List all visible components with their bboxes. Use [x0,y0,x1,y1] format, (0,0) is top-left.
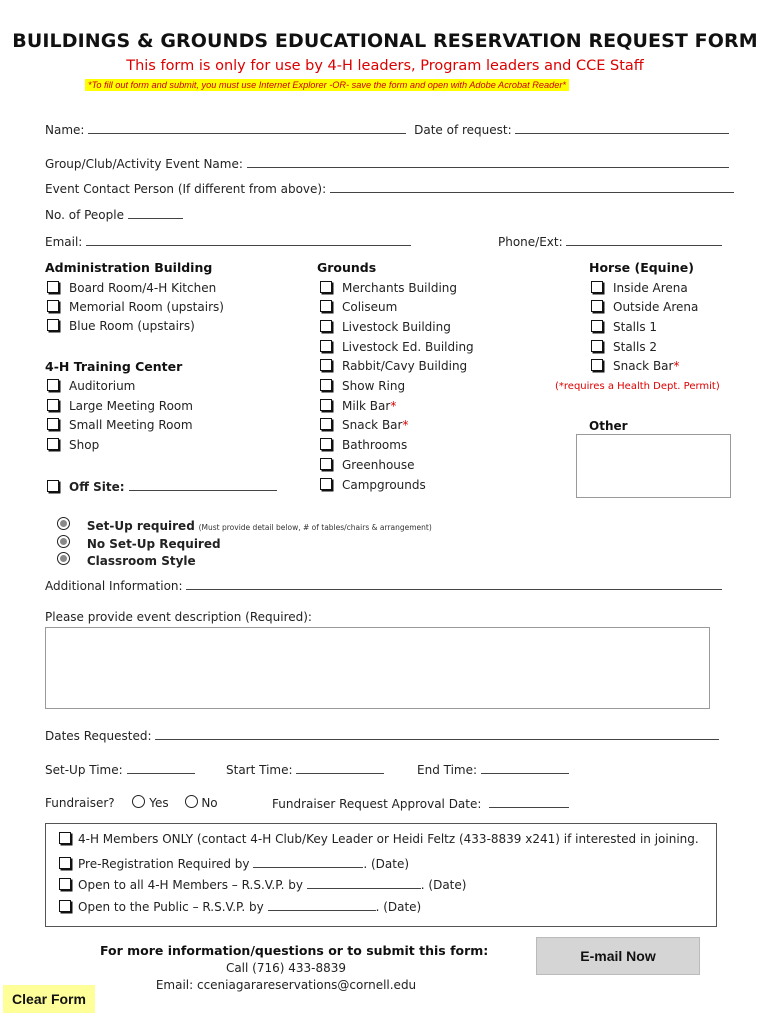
permit-note: (*requires a Health Dept. Permit) [555,381,720,392]
fundraiser-label: Fundraiser? [45,796,115,810]
checkbox-icon[interactable] [320,300,332,312]
contact-label: Event Contact Person (If different from above): [45,182,327,196]
people-row [45,206,183,222]
start-time-row: Start Time: [226,761,384,777]
training-item-small-meeting[interactable]: Small Meeting Room [47,418,193,432]
checkbox-icon[interactable] [320,340,332,352]
dates-row [45,727,719,743]
grounds-item-rabbit[interactable]: Rabbit/Cavy Building [320,359,467,373]
horse-item-outside-arena[interactable]: Outside Arena [591,300,698,314]
grounds-item-snack-bar[interactable]: Snack Bar* [320,418,408,432]
description-label: Please provide event description (Required): [45,610,312,624]
fundraiser-yes[interactable]: Yes [132,796,168,810]
date-of-request-label: Date of request: [414,123,512,137]
radio-icon[interactable] [132,795,145,808]
offsite-label: Off Site: [69,480,125,494]
name-field[interactable] [88,121,406,134]
end-time-field[interactable] [481,761,569,774]
contact-row [45,180,734,196]
checkbox-icon[interactable] [320,379,332,391]
checkbox-icon[interactable] [47,379,59,391]
grounds-item-livestock-ed[interactable]: Livestock Ed. Building [320,340,474,354]
training-item-shop[interactable]: Shop [47,438,99,452]
form-title: BUILDINGS & GROUNDS EDUCATIONAL RESERVATION REQUEST FORM [12,30,758,52]
footer-email: Email: cceniagarareservations@cornell.edu [155,978,417,992]
name-label: Name: [45,123,85,137]
grounds-item-merchants[interactable]: Merchants Building [320,281,457,295]
offsite-field[interactable] [129,478,277,491]
checkbox-icon[interactable] [47,281,59,293]
footer-more-info: For more information/questions or to submit this form: [100,943,489,958]
form-subtitle: This form is only for use by 4-H leaders, Program leaders and CCE Staff [126,58,644,74]
option-open-public[interactable]: Open to the Public – R.S.V.P. by . (Date) [59,898,421,914]
checkbox-icon[interactable] [320,281,332,293]
date-of-request-field[interactable] [515,121,729,134]
additional-field[interactable] [186,577,722,590]
dates-label: Dates Requested: [45,729,152,743]
checkbox-icon[interactable] [59,878,71,890]
offsite-row[interactable] [47,478,277,494]
admin-item-memorial-room[interactable]: Memorial Room (upstairs) [47,300,224,314]
checkbox-icon[interactable] [320,418,332,430]
end-time-row: End Time: [417,761,569,777]
email-row [45,233,411,249]
clear-form-button[interactable]: Clear Form [3,985,95,1013]
people-label: No. of People [45,208,124,222]
footer-phone: Call (716) 433-8839 [225,961,347,975]
radio-icon[interactable] [57,517,70,530]
phone-label: Phone/Ext: [498,235,563,249]
other-textbox[interactable] [576,434,731,498]
admin-item-board-room[interactable]: Board Room/4-H Kitchen [47,281,216,295]
horse-item-inside-arena[interactable]: Inside Arena [591,281,688,295]
checkbox-icon[interactable] [320,399,332,411]
checkbox-icon[interactable] [591,281,603,293]
additional-label: Additional Information: [45,579,183,593]
approval-field[interactable] [489,795,569,808]
phone-row [498,233,722,249]
admin-heading: Administration Building [45,260,213,275]
grounds-item-bathrooms[interactable]: Bathrooms [320,438,407,452]
start-time-field[interactable] [296,761,384,774]
option-preregistration[interactable]: Pre-Registration Required by . (Date) [59,855,409,871]
group-field[interactable] [247,155,729,168]
checkbox-icon[interactable] [591,320,603,332]
admin-item-blue-room[interactable]: Blue Room (upstairs) [47,319,195,333]
training-heading: 4-H Training Center [45,359,183,374]
description-textbox[interactable] [45,627,710,709]
option-members-only[interactable]: 4-H Members ONLY (contact 4-H Club/Key Leader or Heidi Feltz (433-8839 x241) if interested in joining. [59,832,699,846]
setup-time-field[interactable] [127,761,195,774]
grounds-item-greenhouse[interactable]: Greenhouse [320,458,415,472]
people-field[interactable] [128,206,183,219]
checkbox-icon[interactable] [320,438,332,450]
checkbox-icon[interactable] [591,359,603,371]
radio-icon[interactable] [57,552,70,565]
checkbox-icon[interactable] [59,857,71,869]
approval-row: Fundraiser Request Approval Date: [272,795,569,811]
radio-icon[interactable] [185,795,198,808]
fundraiser-row [45,795,218,810]
radio-icon[interactable] [57,535,70,548]
horse-item-stalls-1[interactable]: Stalls 1 [591,320,657,334]
dates-field[interactable] [155,727,719,740]
additional-row [45,577,722,593]
setup-time-row: Set-Up Time: [45,761,195,777]
grounds-item-coliseum[interactable]: Coliseum [320,300,397,314]
checkbox-icon[interactable] [59,900,71,912]
grounds-item-livestock[interactable]: Livestock Building [320,320,451,334]
checkbox-icon[interactable] [591,300,603,312]
training-item-large-meeting[interactable]: Large Meeting Room [47,399,193,413]
grounds-item-show-ring[interactable]: Show Ring [320,379,405,393]
checkbox-icon[interactable] [591,340,603,352]
grounds-item-campgrounds[interactable]: Campgrounds [320,478,426,492]
members-rsvp-field[interactable] [307,876,421,889]
setup-required-option[interactable]: Set-Up required (Must provide detail below, # of tables/chairs & arrangement) [57,517,432,533]
training-item-auditorium[interactable]: Auditorium [47,379,135,393]
classroom-style-option[interactable]: Classroom Style [57,552,196,568]
public-rsvp-field[interactable] [268,898,376,911]
checkbox-icon[interactable] [47,438,59,450]
group-label: Group/Club/Activity Event Name: [45,157,243,171]
fundraiser-no[interactable]: No [185,796,218,810]
checkbox-icon[interactable] [47,399,59,411]
contact-field[interactable] [330,180,734,193]
checkbox-icon[interactable] [47,300,59,312]
email-label: Email: [45,235,83,249]
checkbox-icon[interactable] [47,418,59,430]
checkbox-icon[interactable] [320,458,332,470]
name-row [45,121,729,137]
grounds-heading: Grounds [317,260,377,275]
email-now-button[interactable]: E-mail Now [536,937,700,975]
group-row [45,155,729,171]
other-heading: Other [589,419,628,433]
option-open-members[interactable]: Open to all 4-H Members – R.S.V.P. by . (Date) [59,876,466,892]
checkbox-icon[interactable] [59,832,71,844]
phone-field[interactable] [566,233,722,246]
checkbox-icon[interactable] [320,320,332,332]
horse-item-stalls-2[interactable]: Stalls 2 [591,340,657,354]
grounds-item-milk-bar[interactable]: Milk Bar* [320,399,396,413]
checkbox-icon[interactable] [320,478,332,490]
checkbox-icon[interactable] [47,319,59,331]
email-field[interactable] [86,233,411,246]
horse-item-snack-bar[interactable]: Snack Bar* [591,359,679,373]
checkbox-icon[interactable] [47,480,59,492]
browser-note: *To fill out form and submit, you must use Internet Explorer -OR- save the form and open with Adobe Acrobat Reader* [85,79,569,91]
checkbox-icon[interactable] [320,359,332,371]
no-setup-option[interactable]: No Set-Up Required [57,535,221,551]
prereg-date-field[interactable] [253,855,363,868]
horse-heading: Horse (Equine) [589,260,694,275]
